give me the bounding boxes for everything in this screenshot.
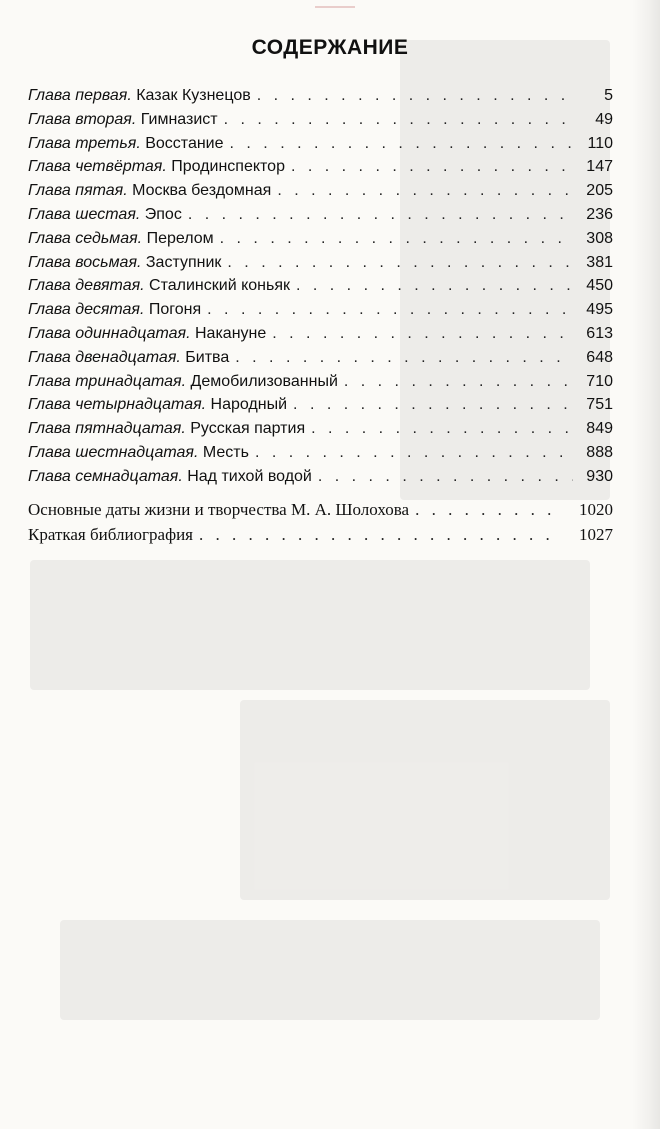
chapter-number: Глава третья. <box>28 134 141 152</box>
entry-label <box>28 158 285 176</box>
toc-entry <box>28 444 613 468</box>
chapter-number: Глава шестнадцатая. <box>28 443 199 461</box>
chapter-number: Глава девятая. <box>28 277 145 295</box>
toc-entry <box>28 301 613 325</box>
entry-label <box>28 301 201 319</box>
entry-label <box>28 182 271 200</box>
entry-label <box>28 373 338 391</box>
page-number: 49 <box>595 110 613 128</box>
entry-label <box>28 420 305 438</box>
toc-entry <box>28 87 613 111</box>
chapter-title: Москва бездомная <box>132 182 272 200</box>
appendix-list <box>28 500 613 550</box>
dot-leader <box>230 135 573 153</box>
page-number: 450 <box>586 277 613 295</box>
chapter-number: Глава семнадцатая. <box>28 467 183 485</box>
chapter-title: Погоня <box>148 301 202 319</box>
chapter-number: Глава одиннадцатая. <box>28 324 191 342</box>
entry-label <box>28 396 287 414</box>
page-number: 613 <box>586 324 613 342</box>
dot-leader <box>220 230 573 248</box>
dot-leader <box>291 158 573 176</box>
chapter-title: Народный <box>210 396 288 414</box>
chapter-number: Глава четвёртая. <box>28 158 167 176</box>
chapter-number: Глава первая. <box>28 87 132 104</box>
dot-leader <box>272 325 573 343</box>
toc-entry <box>28 349 613 373</box>
entry-label <box>28 135 224 153</box>
page-title: СОДЕРЖАНИЕ <box>251 36 409 59</box>
appendix-entry <box>28 500 613 525</box>
dot-leader <box>344 373 573 391</box>
page-number: 1027 <box>579 525 613 544</box>
entry-label <box>28 468 312 486</box>
chapter-title: Над тихой водой <box>187 467 312 485</box>
dot-leader <box>277 182 573 200</box>
page-number: 849 <box>586 420 613 438</box>
chapter-number: Глава вторая. <box>28 110 137 128</box>
chapter-number: Глава пятнадцатая. <box>28 420 186 438</box>
page-number: 205 <box>586 182 613 200</box>
chapter-number: Глава двенадцатая. <box>28 348 181 366</box>
dot-leader <box>207 301 573 319</box>
chapter-list <box>28 87 613 492</box>
dot-leader <box>188 206 573 224</box>
entry-label <box>28 230 214 248</box>
chapter-title: Битва <box>185 348 230 366</box>
entry-label <box>28 444 249 462</box>
toc-entry <box>28 277 613 301</box>
entry-label <box>28 254 221 272</box>
page-number: 308 <box>586 229 613 247</box>
toc-entry <box>28 325 613 349</box>
entry-label <box>28 87 251 105</box>
toc-entry <box>28 230 613 254</box>
toc-entry <box>28 158 613 182</box>
chapter-number: Глава десятая. <box>28 301 145 319</box>
entry-label <box>28 500 409 520</box>
dot-leader <box>318 468 573 486</box>
appendix-entry <box>28 525 613 550</box>
chapter-title: Заступник <box>145 253 222 271</box>
entry-label <box>28 111 218 129</box>
entry-label <box>28 206 182 224</box>
page-number: 930 <box>586 467 613 485</box>
dot-leader <box>311 420 573 438</box>
chapter-title: Краткая библиография <box>28 525 193 544</box>
chapter-title: Накануне <box>194 324 267 342</box>
show-through-block-middle <box>30 560 590 690</box>
chapter-title: Восстание <box>145 134 224 152</box>
chapter-number: Глава восьмая. <box>28 253 142 271</box>
chapter-number: Глава четырнадцатая. <box>28 396 207 414</box>
page-number: 236 <box>586 205 613 223</box>
dot-leader <box>257 87 573 105</box>
page-number: 110 <box>587 134 613 152</box>
chapter-title: Перелом <box>146 229 214 247</box>
chapter-number: Глава пятая. <box>28 182 128 200</box>
chapter-number: Глава седьмая. <box>28 229 143 247</box>
entry-label <box>28 325 266 343</box>
page-number: 1020 <box>579 500 613 519</box>
page-number: 5 <box>604 87 613 104</box>
show-through-block-lower <box>240 700 610 900</box>
toc-entry <box>28 396 613 420</box>
dot-leader <box>224 111 573 129</box>
dot-leader <box>227 254 573 272</box>
page-number: 648 <box>586 348 613 366</box>
page-number: 147 <box>586 158 613 176</box>
entry-label <box>28 349 229 367</box>
toc-entry <box>28 254 613 278</box>
dot-leader <box>235 349 573 367</box>
chapter-title: Основные даты жизни и творчества М. А. Шолохова <box>28 500 410 519</box>
show-through-block-bottom <box>60 920 600 1020</box>
chapter-title: Сталинский коньяк <box>149 277 290 295</box>
chapter-number: Глава шестая. <box>28 205 141 223</box>
toc-entry <box>28 111 613 135</box>
entry-label <box>28 277 290 295</box>
scan-mark <box>315 6 355 8</box>
dot-leader <box>199 525 557 545</box>
dot-leader <box>415 500 557 520</box>
dot-leader <box>255 444 573 462</box>
chapter-title: Демобилизованный <box>190 372 338 390</box>
page-number: 751 <box>586 396 613 414</box>
toc-entry <box>28 373 613 397</box>
page-number: 495 <box>586 301 613 319</box>
chapter-title: Эпос <box>144 205 182 223</box>
dot-leader <box>296 277 573 295</box>
chapter-title: Продинспектор <box>171 158 285 176</box>
page-number: 710 <box>586 372 613 390</box>
page-edge-shadow <box>632 0 660 1129</box>
toc-entry <box>28 182 613 206</box>
chapter-title: Месть <box>202 443 249 461</box>
page-number: 381 <box>586 253 613 271</box>
chapter-title: Гимназист <box>140 110 218 128</box>
toc-entry <box>28 468 613 492</box>
chapter-title: Казак Кузнецов <box>136 87 251 104</box>
toc-entry <box>28 420 613 444</box>
toc-entry <box>28 135 613 159</box>
entry-label <box>28 525 193 545</box>
page-number: 888 <box>586 443 613 461</box>
chapter-number: Глава тринадцатая. <box>28 372 187 390</box>
chapter-title: Русская партия <box>190 420 306 438</box>
toc-entry <box>28 206 613 230</box>
dot-leader <box>293 396 573 414</box>
